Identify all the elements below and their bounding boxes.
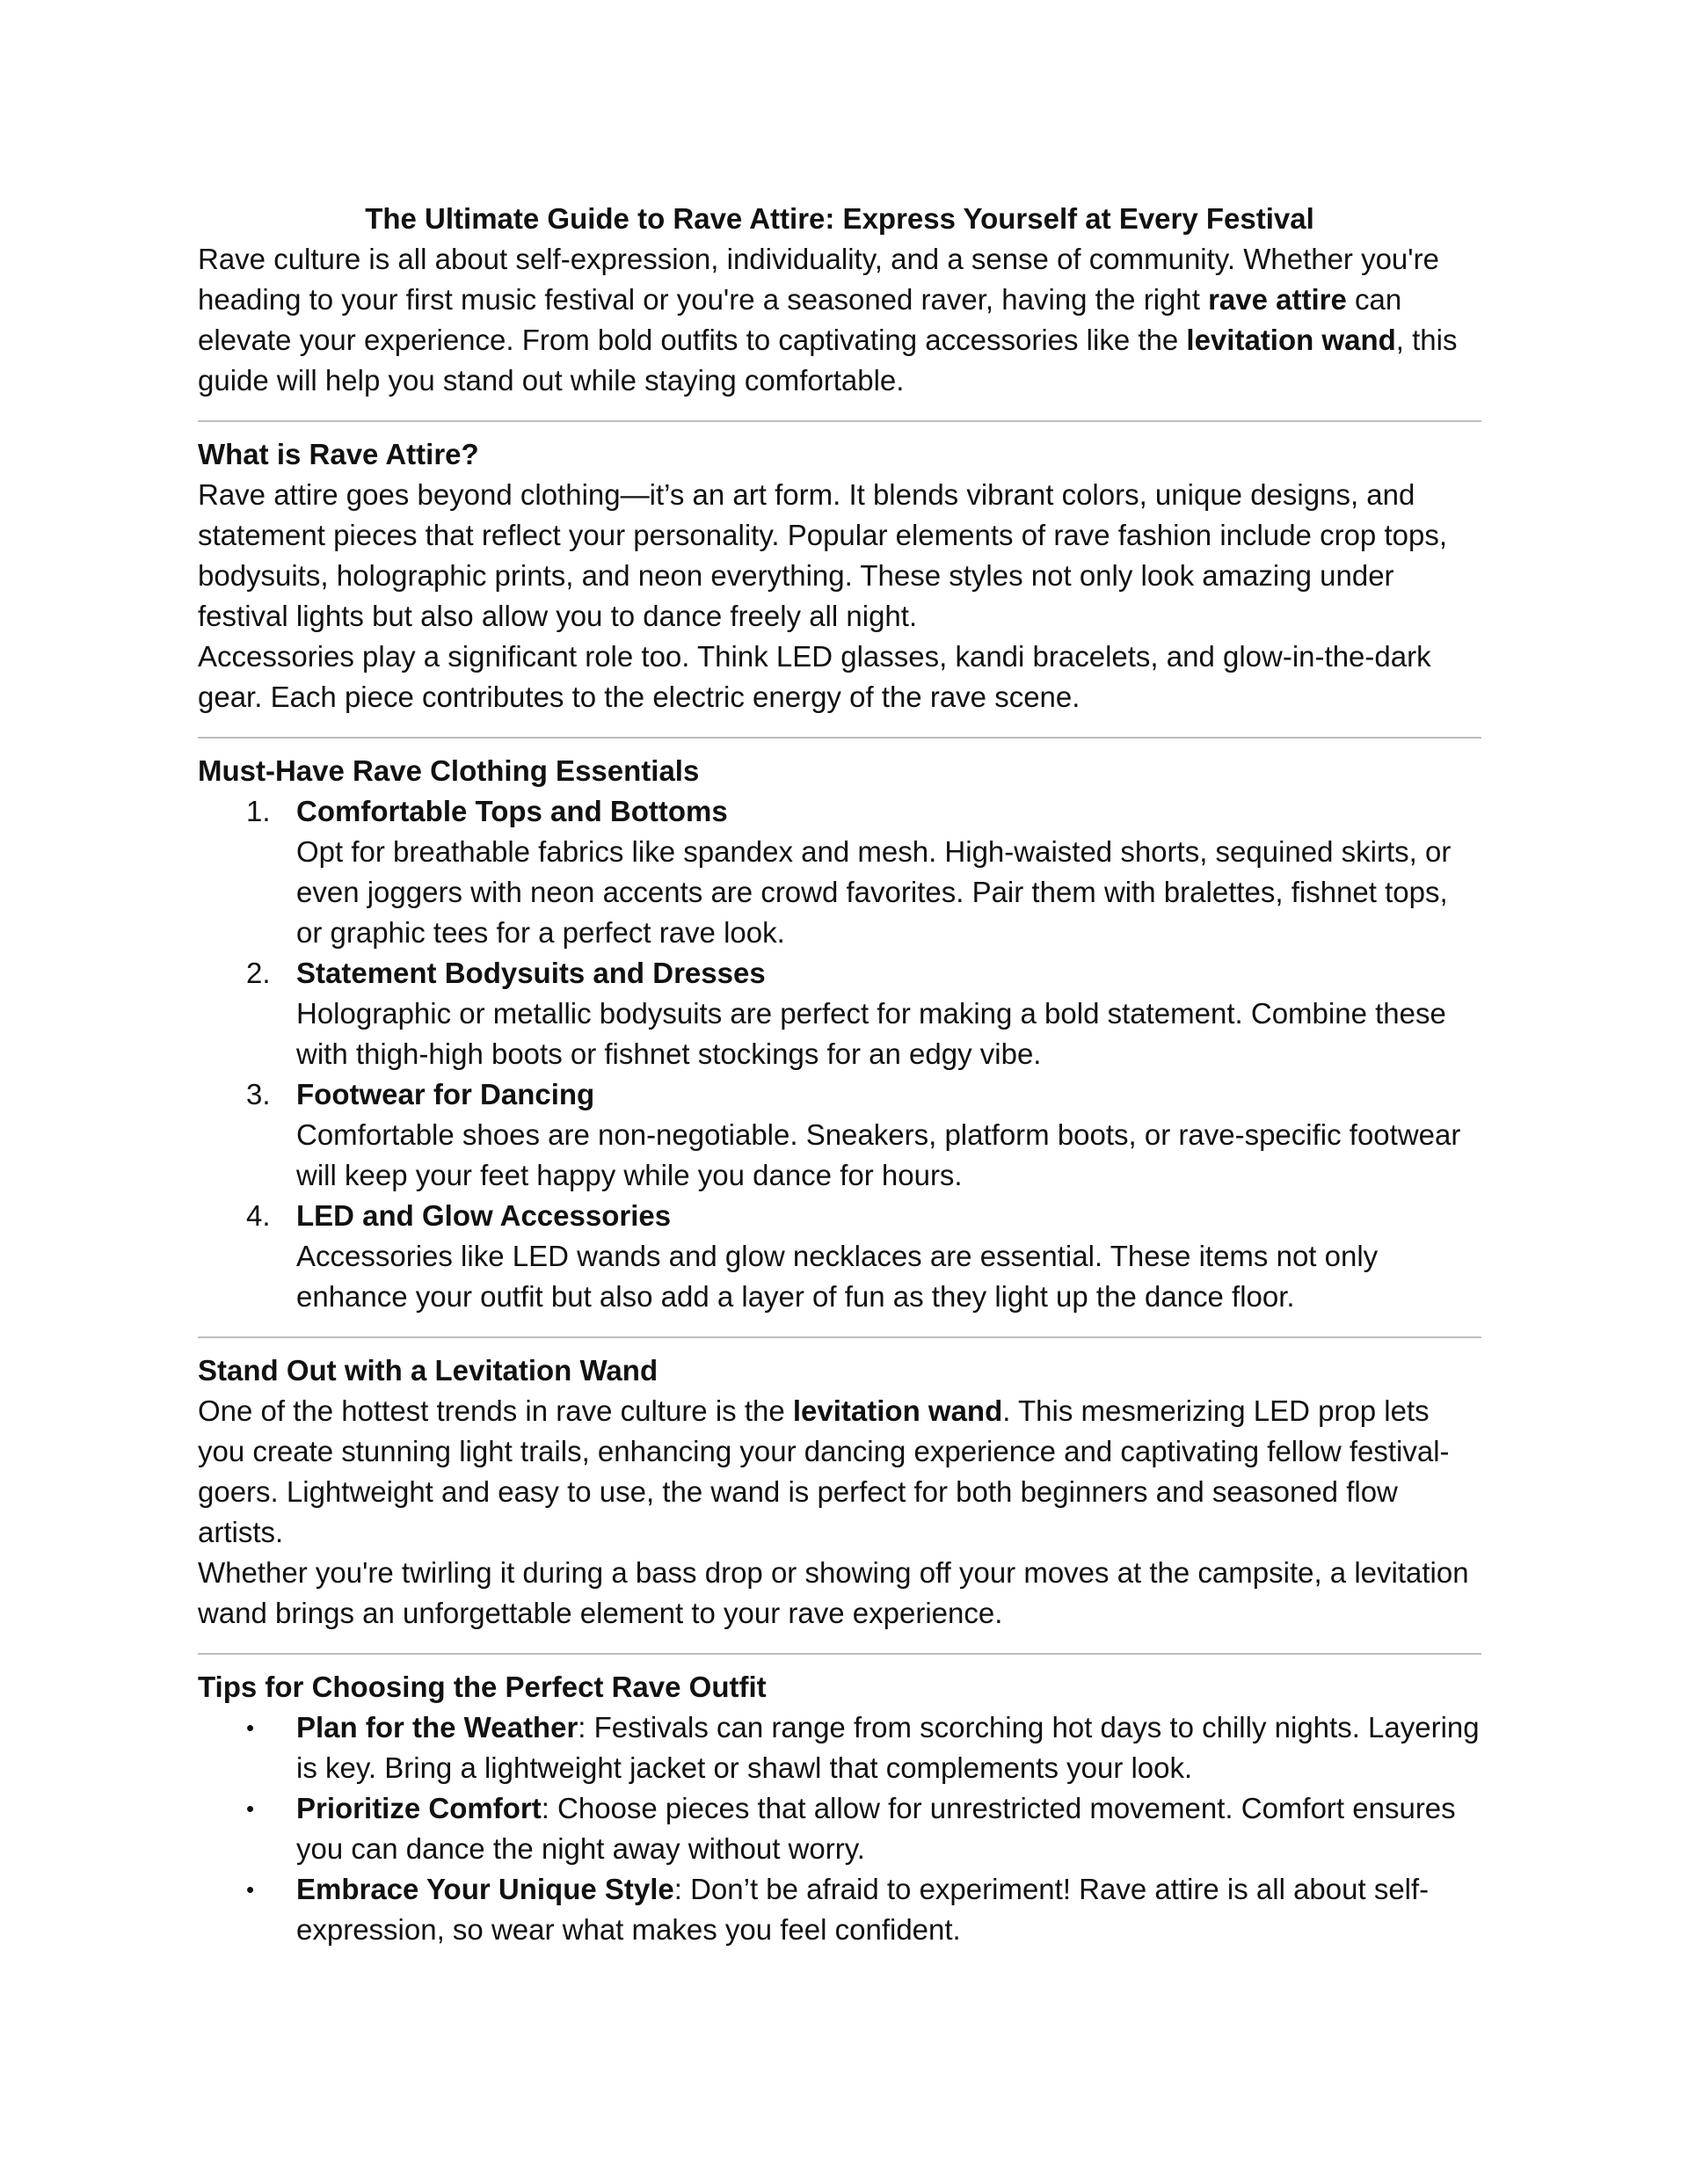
list-number: 4. [246, 1199, 271, 1232]
list-number: 3. [246, 1078, 271, 1110]
bullet-icon: • [246, 1714, 255, 1741]
section-divider [198, 1336, 1481, 1338]
list-item [198, 953, 1481, 1074]
list-item [198, 1707, 1481, 1788]
intro-text-3: , this guide will help you stand out while staying comfortable. [198, 324, 1458, 397]
list-item [198, 791, 1481, 953]
tip-title: Plan for the Weather [296, 1711, 578, 1744]
list-item-text: Opt for breathable fabrics like spandex and mesh. High-waisted shorts, sequined skirts, or even joggers with neon accents are crowd favorites. Pair them with bralettes, fishnet tops, or graphic tees for a perfect rave look. [296, 835, 1452, 949]
document-page [198, 199, 1481, 1950]
tip-title: Prioritize Comfort [296, 1792, 542, 1824]
list-item [198, 1869, 1481, 1950]
list-number: 2. [246, 957, 271, 989]
what-is-paragraph-1: Rave attire goes beyond clothing—it’s an art form. It blends vibrant colors, unique designs, and statement pieces that reflect your personality. Popular elements of rave fashion include crop tops, bodysuits, holographic prints, and neon everything. These styles not only look amazing under festival lights but also allow you to dance freely all night. [198, 478, 1447, 632]
intro-bold-rave-attire: rave attire [1208, 283, 1347, 316]
bullet-icon: • [246, 1876, 255, 1903]
list-item [198, 1788, 1481, 1869]
bullet-icon: • [246, 1795, 255, 1822]
levitation-paragraph-2: Whether you're twirling it during a bass drop or showing off your moves at the campsite, a levitation wand brings an unforgettable element to your rave experience. [198, 1556, 1469, 1629]
list-item-title: Footwear for Dancing [296, 1078, 595, 1110]
section-divider [198, 737, 1481, 739]
tip-text: : Choose pieces that allow for unrestricted movement. Comfort ensures you can dance the night away without worry. [296, 1792, 1456, 1865]
list-item-title: Comfortable Tops and Bottoms [296, 795, 728, 827]
intro-paragraph [198, 239, 1481, 401]
section-heading-tips: Tips for Choosing the Perfect Rave Outfit [198, 1671, 767, 1703]
intro-text-1: Rave culture is all about self-expression, individuality, and a sense of community. Whether you're heading to your first music festival or you're a seasoned raver, having the right [198, 243, 1439, 316]
list-item-text: Comfortable shoes are non-negotiable. Sneakers, platform boots, or rave-specific footwear will keep your feet happy while you dance for hours. [296, 1118, 1461, 1191]
levitation-paragraph-1 [198, 1391, 1481, 1553]
levitation-text-2: . This mesmerizing LED prop lets you create stunning light trails, enhancing your dancing experience and captivating fellow festival-goers. Lightweight and easy to use, the wand is perfect for both beginners and seasoned flow artists. [198, 1394, 1450, 1548]
tips-list [198, 1707, 1481, 1950]
section-heading-levitation: Stand Out with a Levitation Wand [198, 1354, 658, 1387]
list-item [198, 1074, 1481, 1196]
section-divider [198, 1653, 1481, 1655]
list-item [198, 1196, 1481, 1317]
section-divider [198, 420, 1481, 422]
list-item-text: Accessories like LED wands and glow necklaces are essential. These items not only enhance your outfit but also add a layer of fun as they light up the dance floor. [296, 1240, 1379, 1313]
essentials-list [198, 791, 1481, 1317]
what-is-paragraph-2: Accessories play a significant role too. Think LED glasses, kandi bracelets, and glow-in-the-dark gear. Each piece contributes to the electric energy of the rave scene. [198, 640, 1431, 713]
section-heading-essentials: Must-Have Rave Clothing Essentials [198, 754, 700, 787]
tip-text: : Festivals can range from scorching hot days to chilly nights. Layering is key. Bring a lightweight jacket or shawl that complements your look. [296, 1711, 1480, 1784]
levitation-text-1: One of the hottest trends in rave culture is the [198, 1394, 793, 1427]
list-number: 1. [246, 795, 271, 827]
intro-bold-levitation-wand: levitation wand [1186, 324, 1396, 356]
section-heading-what-is: What is Rave Attire? [198, 438, 479, 470]
list-item-title: Statement Bodysuits and Dresses [296, 957, 766, 989]
levitation-bold-wand: levitation wand [792, 1394, 1003, 1427]
document-title: The Ultimate Guide to Rave Attire: Express Yourself at Every Festival [365, 202, 1314, 235]
list-item-title: LED and Glow Accessories [296, 1199, 672, 1232]
tip-title: Embrace Your Unique Style [296, 1873, 674, 1905]
tip-text: : Don’t be afraid to experiment! Rave attire is all about self-expression, so wear what makes you feel confident. [296, 1873, 1430, 1946]
intro-text-2: can elevate your experience. From bold outfits to captivating accessories like the [198, 283, 1402, 356]
list-item-text: Holographic or metallic bodysuits are perfect for making a bold statement. Combine these with thigh-high boots or fishnet stockings for an edgy vibe. [296, 997, 1446, 1070]
